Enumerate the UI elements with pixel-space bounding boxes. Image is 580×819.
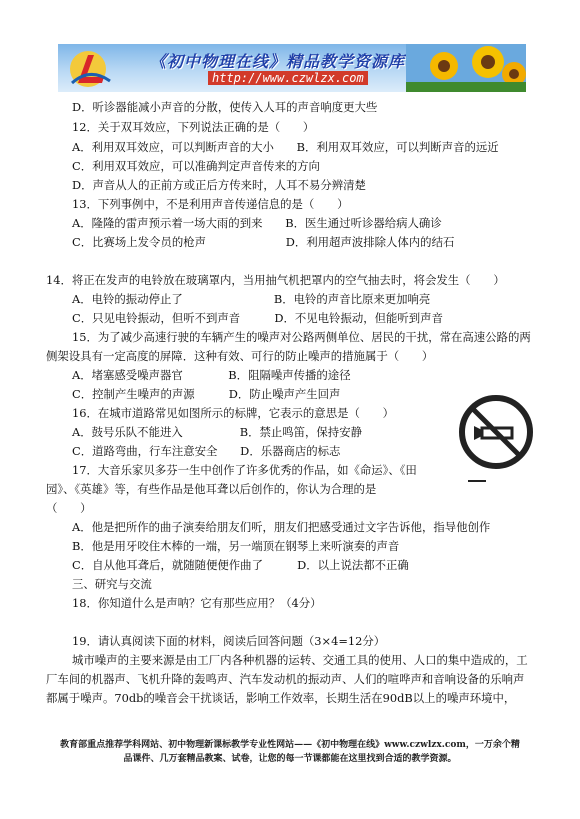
footer-line: 品课件、几万套精品教案、试卷，让您的每一节课都能在这里找到合适的教学资源。	[123, 754, 457, 764]
text-line: 园》、《英雄》等，有些作品是他耳聋以后创作的，你认为合理的是	[46, 482, 377, 496]
text-line: D．听诊器能减小声音的分散，使传入人耳的声音响度更大些	[72, 100, 378, 114]
text-line: 侧架设具有一定高度的屏障．这种有效、可行的防止噪声的措施属于（ ）	[46, 349, 434, 363]
text-line: 城市噪声的主要来源是由工厂内各种机器的运转、交通工具的使用、人口的集中造成的，工	[72, 653, 528, 667]
text-line: A．电铃的振动停止了 B．电铃的声音比原来更加响亮	[72, 292, 431, 306]
text-line: 19．请认真阅读下面的材料，阅读后回答问题（3×4=12分）	[72, 634, 386, 648]
text-line: 16．在城市道路常见如图所示的标牌，它表示的意思是（ ）	[72, 406, 395, 420]
text-line: C．控制产生噪声的声源 D．防止噪声产生回声	[72, 387, 341, 401]
section-heading: 三、研究与交流	[72, 577, 152, 591]
text-line: C．比赛场上发令员的枪声 D．利用超声波排除人体内的结石	[72, 235, 455, 249]
text-line: A．隆隆的雷声预示着一场大雨的到来 B．医生通过听诊器给病人确诊	[72, 216, 442, 230]
text-line: 18．你知道什么是声呐？它有那些应用？（4分）	[72, 596, 322, 610]
text-line: 厂车间的机器声、飞机升降的轰鸣声、汽车发动机的振动声、人们的喧哗声和音响设备的乐响声	[46, 672, 525, 686]
sign-caption-dash	[468, 480, 486, 482]
text-line: C．只见电铃振动，但听不到声音 D．不见电铃振动，但能听到声音	[72, 311, 443, 325]
text-line: A．利用双耳效应，可以判断声音的大小 B．利用双耳效应，可以判断声音的远近	[72, 140, 499, 154]
footer-line: 教育部重点推荐学科网站、初中物理新课标教学专业性网站——《初中物理在线》www.czwlzx.com，一万余个精	[60, 740, 520, 750]
text-line: 15．为了减少高速行驶的车辆产生的噪声对公路两侧单位、居民的干扰，常在高速公路的两	[72, 330, 531, 344]
text-line: 14．将正在发声的电铃放在玻璃罩内，当用抽气机把罩内的空气抽去时，将会发生（ ）	[46, 273, 505, 287]
banner-title: 《初中物理在线》精品教学资源库	[150, 52, 406, 71]
text-line: A．他是把所作的曲子演奏给朋友们听，朋友们把感受通过文字告诉他，指导他创作	[72, 520, 491, 534]
no-horn-sign-icon	[456, 392, 536, 472]
site-logo-icon	[64, 47, 116, 89]
text-line: 17．大音乐家贝多芬一生中创作了许多优秀的作品，如《命运》、《田	[72, 463, 417, 477]
text-line: 12．关于双耳效应，下列说法正确的是（ ）	[72, 120, 315, 134]
text-line: 都属于噪声。70db的噪音会干扰谈话，影响工作效率，长期生活在90dB以上的噪声环境中，	[46, 691, 516, 705]
text-line: A．堵塞感受噪声器官 B．阻隔噪声传播的途径	[72, 368, 351, 382]
text-line: B．他是用牙咬住木棒的一端，另一端顶在钢琴上来听演奏的声音	[72, 539, 400, 553]
text-line: （ ）	[46, 501, 92, 515]
banner-url[interactable]: http://www.czwlzx.com	[208, 71, 368, 85]
page-footer	[40, 738, 540, 766]
text-line: A．鼓号乐队不能进入 B．禁止鸣笛，保持安静	[72, 425, 362, 439]
text-line: 13．下列事例中，不是利用声音传递信息的是（ ）	[72, 197, 349, 211]
text-line: D．声音从人的正前方或正后方传来时，人耳不易分辨清楚	[72, 178, 366, 192]
sunflower-icon	[406, 44, 526, 92]
text-line: C．自从他耳聋后，就随随便便作曲了 D．以上说法都不正确	[72, 558, 409, 572]
text-line: C．利用双耳效应，可以准确判定声音传来的方向	[72, 159, 320, 173]
text-line: C．道路弯曲，行车注意安全 D．乐器商店的标志	[72, 444, 341, 458]
header-banner	[58, 44, 526, 92]
